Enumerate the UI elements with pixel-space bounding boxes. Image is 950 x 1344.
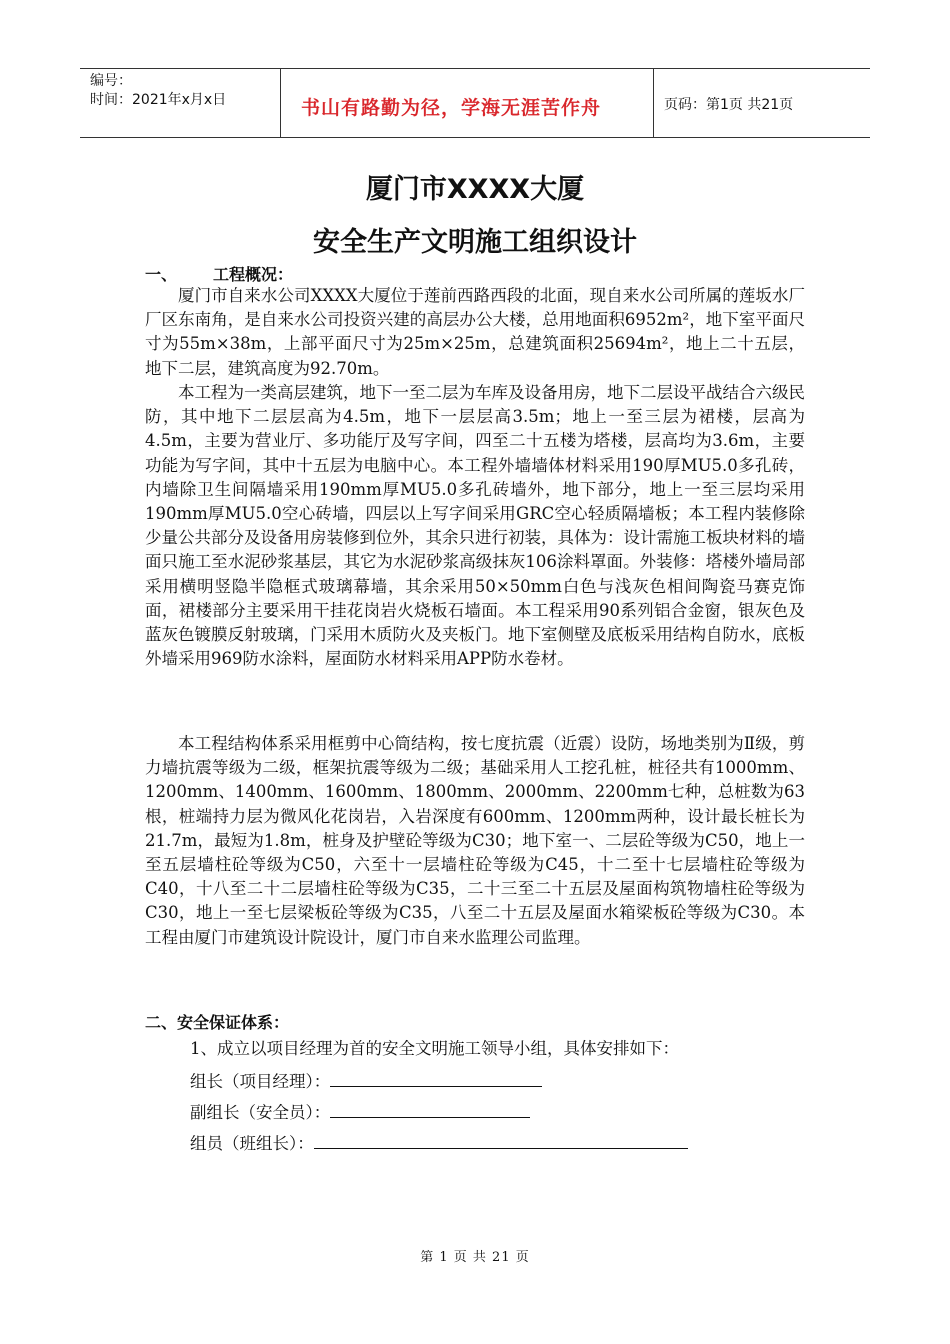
leader-label: 组长（项目经理）： [190,1072,331,1091]
paragraph-location: 厦门市自来水公司XXXX大厦位于莲前西路西段的北面，现自来水公司所属的莲坂水厂厂区东南角，是自来水公司投资兴建的高层办公大楼，总用地面积6952m²，地下室平面尺寸为55m×38m，上部平面尺寸为25m×25m，总建筑面积25694m²，地上二十五层，地下二层，建筑高度为92.70m。 [145,286,805,378]
header-table [80,68,870,138]
header-page-cell [654,69,870,137]
deputy-label: 副组长（安全员）： [190,1103,331,1122]
list-item-leadership: 1、成立以项目经理为首的安全文明施工领导小组，具体安排如下： [190,1039,679,1058]
document-number-label: 编号： [90,73,132,89]
section-heading-safety: 二、安全保证体系： [145,1013,290,1032]
leader-blank [330,1068,542,1087]
section-number: 一、 [145,265,178,284]
section-title: 工程概况： [213,265,294,284]
document-title: 厦门市XXXX大厦 [365,174,585,205]
page-footer: 第 1 页 共 21 页 [420,1250,530,1265]
deputy-blank [330,1099,530,1118]
document-subtitle: 安全生产文明施工组织设计 [313,227,637,258]
document-time-label: 时间：2021年x月x日 [90,92,227,108]
header-motto: 书山有路勤为径，学海无涯苦作舟 [301,97,602,119]
header-info-cell [80,69,281,137]
section-heading-overview [145,262,293,285]
member-blank [314,1130,688,1149]
paragraph-structure: 本工程结构体系采用框剪中心筒结构，按七度抗震（近震）设防，场地类别为Ⅱ级，剪力墙抗震等级为二级，框架抗震等级为二级；基础采用人工挖孔桩，桩径共有1000mm、1200mm、1400mm、1600mm、1800mm、2000mm、2200mm七种，总桩数为63根，桩端持力层为微风化花岗岩，入岩深度有600mm、1200mm两种，设计最长桩长为21.7m，最短为1.8m，桩身及护壁砼等级为C30；地下室一、二层砼等级为C50，地上一至五层墙柱砼等级为C50，六至十一层墙柱砼等级为C45，十二至十七层墙柱砼等级为C40，十八至二十二层墙柱砼等级为C35，二十三至二十五层及屋面构筑物墙柱砼等级为C30，地上一至七层梁板砼等级为C35，八至二十五层及屋面水箱梁板砼等级为C30。本工程由厦门市建筑设计院设计，厦门市自来水监理公司监理。 [145,734,805,947]
member-label: 组员（班组长）： [190,1134,314,1153]
paragraph-building: 本工程为一类高层建筑，地下一至二层为车库及设备用房，地下二层设平战结合六级民防，其中地下二层层高为4.5m，地下一层层高3.5m；地上一至三层为裙楼，层高为4.5m，主要为营业厅、多功能厅及写字间，四至二十五楼为塔楼，层高均为3.6m，主要功能为写字间，其中十五层为电脑中心。本工程外墙墙体材料采用190厚MU5.0多孔砖，内墙除卫生间隔墙采用190mm厚MU5.0多孔砖墙外，地下部分，地上一至三层均采用190mm厚MU5.0空心砖墙，四层以上写字间采用GRC空心轻质隔墙板；本工程内装修除少量公共部分及设备用房装修到位外，其余只进行初装，具体为：设计需施工板块材料的墙面只施工至水泥砂浆基层，其它为水泥砂浆高级抹灰106涂料罩面。外装修：塔楼外墙局部采用横明竖隐半隐框式玻璃幕墙，其余采用50×50mm白色与浅灰色相间陶瓷马赛克饰面，裙楼部分主要采用干挂花岗岩火烧板石墙面。本工程采用90系列铝合金窗，银灰色及蓝灰色镀膜反射玻璃，门采用木质防火及夹板门。地下室侧壁及底板采用结构自防水，底板外墙采用969防水涂料，屋面防水材料采用APP防水卷材。 [145,383,805,669]
header-page-info: 页码：第1页 共21页 [664,97,794,113]
header-motto-cell [281,69,654,137]
form-line-leader [190,1068,542,1094]
form-line-member [190,1130,688,1156]
form-line-deputy [190,1099,530,1125]
